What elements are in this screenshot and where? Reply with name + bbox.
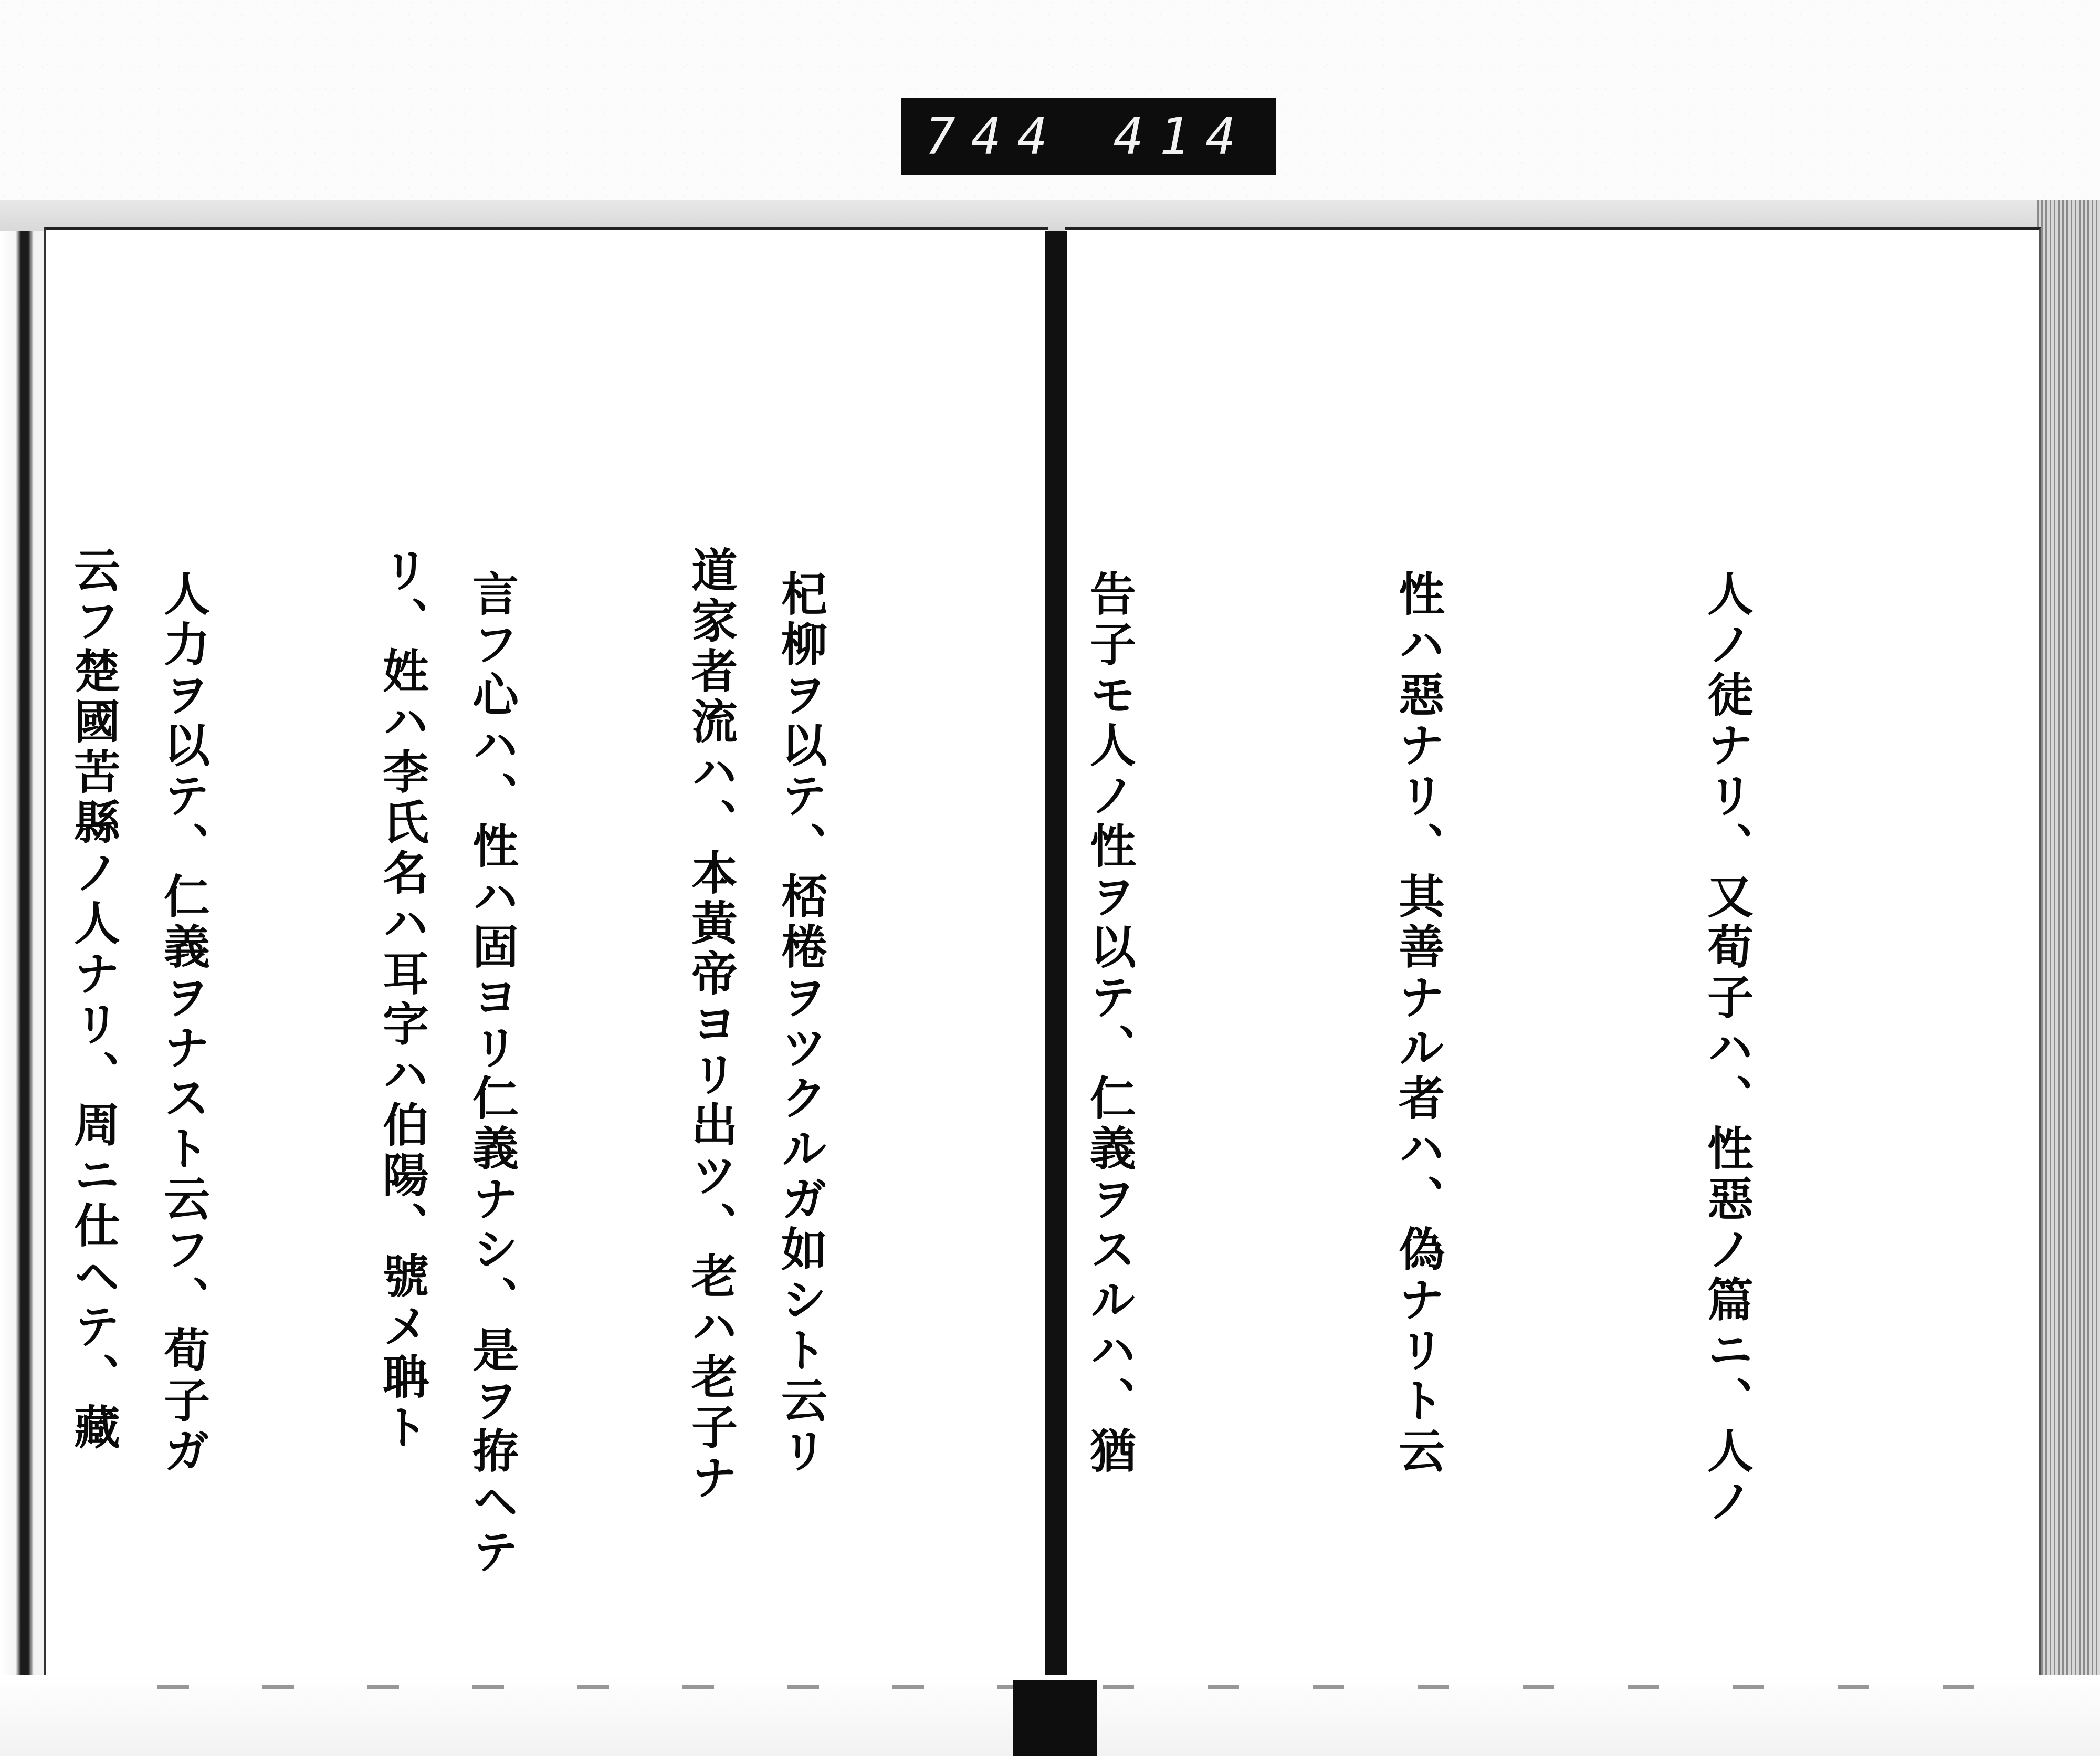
label-left-number: 744 <box>925 107 1064 166</box>
text-column: 云フ楚國苦縣ノ人ナリ、周ニ仕ヘテ、藏 <box>67 546 121 1454</box>
text-column: 人力ヲ以テ、仁義ヲナスト云フ、荀子ガ <box>156 570 211 1477</box>
reel-label <box>901 98 1276 175</box>
left-page-text <box>0 546 969 1649</box>
text-column: 道家者流ハ、本黃帝ヨリ出ツ、老ハ老子ナ <box>684 546 739 1504</box>
text-column: 杞柳ヲ以テ、桮棬ヲツクルガ如シト云リ <box>774 570 828 1477</box>
text-column: 性ハ惡ナリ、其善ナル者ハ、偽ナリト云 <box>1391 570 1446 1477</box>
text-column: 人ノ徒ナリ、又荀子ハ、性惡ノ篇ニ、人ノ <box>1700 570 1755 1528</box>
spine-foot <box>1013 1680 1097 1756</box>
text-column: 言フ心ハ、性ハ固ヨリ仁義ナシ、是ヲ拵ヘテ <box>465 570 520 1578</box>
text-column: 告子モ人ノ性ヲ以テ、仁義ヲスルハ、猶 <box>1083 570 1137 1477</box>
text-column: リ、姓ハ李氏名ハ耳字ハ伯陽、號メ聃ト <box>375 546 430 1454</box>
right-page-stack <box>2037 200 2100 1722</box>
label-right-number: 414 <box>1113 107 1252 166</box>
